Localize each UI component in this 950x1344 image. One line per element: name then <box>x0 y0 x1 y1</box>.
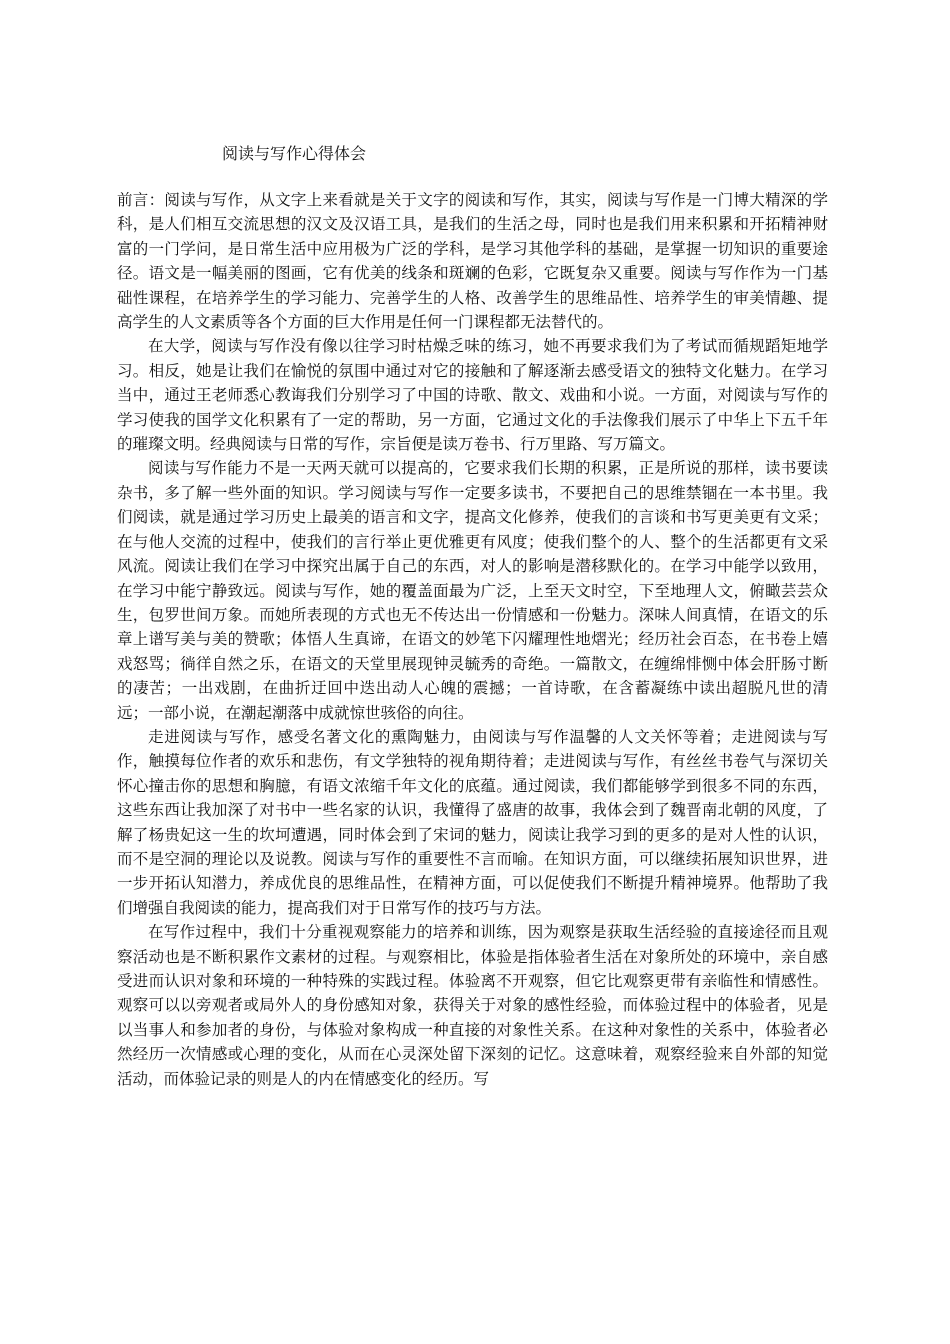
document-title: 阅读与写作心得体会 <box>222 144 367 163</box>
paragraph-reading-ability: 阅读与写作能力不是一天两天就可以提高的，它要求我们长期的积累，正是所说的那样，读书要读杂书，多了解一些外面的知识。学习阅读与写作一定要多读书，不要把自己的思维禁锢在一本书里。我们阅读，就是通过学习历史上最美的语言和文字，提高文化修养，使我们的言谈和书写更美更有文采；在与他人交流的过程中，使我们的言行举止更优雅更有风度；使我们整个的人、整个的生活都更有文采风流。阅读让我们在学习中探究出属于自己的东西，对人的影响是潜移默化的。在学习中能学以致用，在学习中能宁静致远。阅读与写作，她的覆盖面最为广泛，上至天文时空，下至地理人文，俯瞰芸芸众生，包罗世间万象。而她所表现的方式也无不传达出一份情感和一份魅力。深味人间真情，在语文的乐章上谱写美与美的赞歌；体悟人生真谛，在语文的妙笔下闪耀理性地熠光；经历社会百态，在书卷上嬉戏怒骂；徜徉自然之乐，在语文的天堂里展现钟灵毓秀的奇绝。一篇散文，在缠绵悱恻中体会肝肠寸断的凄苦；一出戏剧，在曲折迂回中迭出动人心魄的震撼；一首诗歌，在含蓄凝练中读出超脱凡世的清远；一部小说，在潮起潮落中成就惊世骇俗的向往。 <box>117 459 828 722</box>
paragraph-university: 在大学，阅读与写作没有像以往学习时枯燥乏味的练习，她不再要求我们为了考试而循规蹈矩地学习。相反，她是让我们在愉悦的氛围中通过对它的接触和了解逐渐去感受语文的独特文化魅力。在学习当中，通过王老师悉心教诲我们分别学习了中国的诗歌、散文、戏曲和小说。一方面，对阅读与写作的学习使我的国学文化积累有了一定的帮助，另一方面，它通过文化的手法像我们展示了中华上下五千年的璀璨文明。经典阅读与日常的写作，宗旨便是读万卷书、行万里路、写万篇文。 <box>117 337 828 454</box>
document-body <box>117 188 828 1091</box>
paragraph-entering-reading: 走进阅读与写作，感受名著文化的熏陶魅力，由阅读与写作温馨的人文关怀等着；走进阅读与写作，触摸每位作者的欢乐和悲伤，有文学独特的视角期待着；走进阅读与写作，有丝丝书卷气与深切关怀心撞击你的思想和胸臆，有语文浓缩千年文化的底蕴。通过阅读，我们都能够学到很多不同的东西，这些东西让我加深了对书中一些名家的认识，我懂得了盛唐的故事，我体会到了魏晋南北朝的风度，了解了杨贵妃这一生的坎坷遭遇，同时体会到了宋词的魅力，阅读让我学习到的更多的是对人性的认识，而不是空洞的理论以及说教。阅读与写作的重要性不言而喻。在知识方面，可以继续拓展知识世界，进一步开拓认知潜力，养成优良的思维品性，在精神方面，可以促使我们不断提升精神境界。他帮助了我们增强自我阅读的能力，提高我们对于日常写作的技巧与方法。 <box>117 727 828 917</box>
paragraph-writing-process: 在写作过程中，我们十分重视观察能力的培养和训练，因为观察是获取生活经验的直接途径而且观察活动也是不断积累作文素材的过程。与观察相比，体验是指体验者生活在对象所处的环境中，亲自感受进而认识对象和环境的一种特殊的实践过程。体验离不开观察，但它比观察更带有亲临性和情感性。观察可以以旁观者或局外人的身份感知对象，获得关于对象的感性经验，而体验过程中的体验者，见是以当事人和参加者的身份，与体验对象构成一种直接的对象性关系。在这种对象性的关系中，体验者必然经历一次情感或心理的变化，从而在心灵深处留下深刻的记忆。这意味着，观察经验来自外部的知觉活动，而体验记录的则是人的内在情感变化的经历。写 <box>117 923 828 1088</box>
paragraph-preface: 前言：阅读与写作，从文字上来看就是关于文字的阅读和写作，其实，阅读与写作是一门博大精深的学科，是人们相互交流思想的汉文及汉语工具，是我们的生活之母，同时也是我们用来积累和开拓精神财富的一门学问，是日常生活中应用极为广泛的学科，是学习其他学科的基础，是掌握一切知识的重要途径。语文是一幅美丽的图画，它有优美的线条和斑斓的色彩，它既复杂又重要。阅读与写作作为一门基础性课程，在培养学生的学习能力、完善学生的人格、改善学生的思维品性、培养学生的审美情趣、提高学生的人文素质等各个方面的巨大作用是任何一门课程都无法替代的。 <box>117 191 828 332</box>
